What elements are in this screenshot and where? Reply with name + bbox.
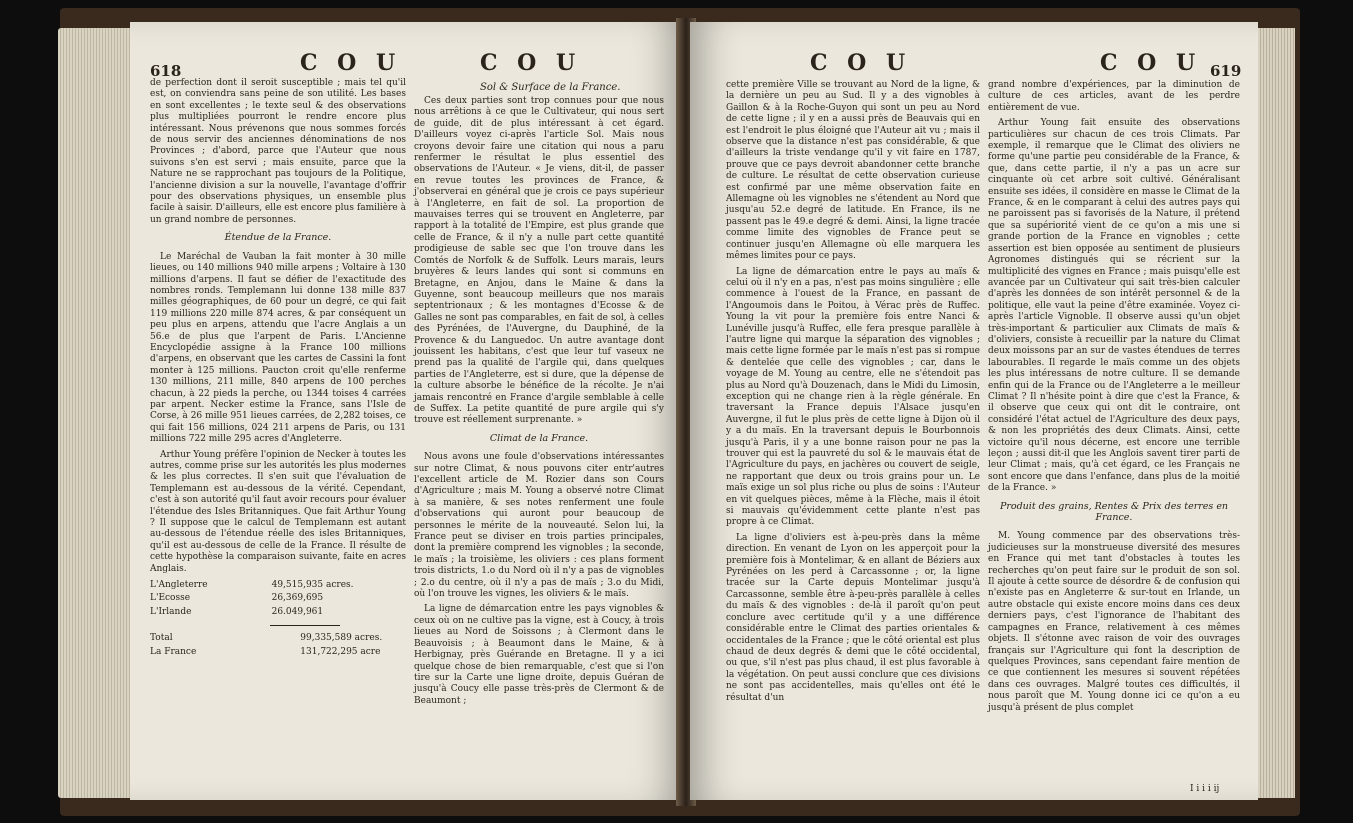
- right-page: [690, 22, 1258, 800]
- running-head-col2: C O U: [1100, 50, 1202, 76]
- paragraph: grand nombre d'expériences, par la diminution de culture de ces articles, avant de les perdre entièrement de vue.: [988, 80, 1240, 113]
- section-heading: Étendue de la France.: [224, 232, 332, 244]
- france-value: 131,722,295 acre: [300, 646, 381, 657]
- table-cell: L'Irlande: [150, 606, 192, 617]
- left-column-1: [150, 78, 406, 659]
- total-value: 99,335,589 acres.: [300, 633, 383, 644]
- total-table: [150, 632, 386, 659]
- france-label: La France: [150, 646, 197, 657]
- table-row: [150, 606, 358, 619]
- left-column-2: [414, 96, 664, 711]
- table-cell: 26.049,961: [271, 606, 324, 617]
- paragraph: M. Young commence par des observations très-judicieuses sur la monstrueuse diversité des mesures en France qui met tant d'obstacles à toutes les recherches qu'on peut faire sur le produit de son sol. Il ajoute à cette source de désordre & de confusion qui n'existe pas en Angleterre & sur-tout en Irlande, un autre obstacle qui existe encore moins dans ces deux derniers pays, c'est l'ignorance de l'habitant des campagnes en France, relativement à ces mêmes objets. Il s'étonne avec raison de voir des ouvrages français sur l'Agriculture qui font la description de quelques Provinces, sans cependant faire mention de ce que contiennent les mesures si souvent répétées dans ces ouvrages. Malgré toutes ces difficultés, il nous paroît que M. Young donne ici ce qu'on a eu jusqu'à présent de plus complet: [988, 531, 1240, 713]
- paragraph: La ligne d'oliviers est à-peu-près dans la même direction. En venant de Lyon on les apperçoit pour la première fois à Montelimar, & en allant de Béziers aux Pyrénées on les perd à Carcassonne ; or, la ligne tracée sur la Carte depuis Montelimar jusqu'à Carcassonne, semble être à-peu-près parallèle à celles du maïs & des vignobles : de-là il paroît qu'on peut conclure avec certitude qu'il y a une différence considérable entre le Climat des parties orientales & occidentales de la France ; que le côté oriental est plus chaud de deux degrés & demi que le côté occidental, ou que, s'il n'est pas plus chaud, il est plus favorable à la végétation. On peut aussi conclure que ces divisions ne sont pas accidentelles, mais qu'elles ont été le résultat d'un: [726, 532, 980, 703]
- section-heading: Produit des grains, Rentes & Prix des terres en France.: [999, 500, 1229, 524]
- right-column-1: [726, 80, 980, 708]
- paragraph: de perfection dont il seroit susceptible ; mais tel qu'il est, on conviendra sans peine de son utilité. Les bases en sont excellentes ; le texte seul & des observations plus multipliées pourront le rendre encore plus intéressant. Nous prévenons que nous sommes forcés de nous servir des anciennes dénominations de nos Provinces ; d'abord, parce que l'Auteur que nous suivons s'en est servi ; mais ensuite, parce que la Nature ne se rapprochant pas toujours de la Politique, l'ancienne division a sur la nouvelle, l'avantage d'offrir pour des observations physiques, un ensemble plus facile à saisir. D'ailleurs, elle est encore plus familière à un grand nombre de personnes.: [150, 78, 406, 225]
- table-cell: 26,369,695: [271, 593, 324, 604]
- section-heading: Climat de la France.: [489, 432, 589, 444]
- total-label: Total: [150, 633, 173, 644]
- left-page: [130, 22, 682, 800]
- table-row: [150, 579, 358, 592]
- paragraph: cette première Ville se trouvant au Nord de la ligne, & la dernière un peu au Sud. Il y a des vignobles à Gaillon & à la Roche-Guyon qui sont un peu au Nord de cette ligne ; il y en a aussi près de Beauvais qui en est l'endroit le plus éloigné que l'Auteur ait vu ; mais il observe que la distance n'est pas considérable, & que d'ailleurs la triste vendange qu'il y vit faire en 1787, prouve que ce pays devroit abandonner cette branche de culture. Le résultat de cette observation curieuse est confirmé par une même observation faite en Allemagne où les vignobles ne s'étendent au Nord que jusqu'au 52.e degré de latitude. En France, ils ne passent pas le 49.e degré & demi. Ainsi, la ligne tracée comme limite des vignobles de France peut se continuer jusqu'en Allemagne où elle marquera les mêmes limites pour ce pays.: [726, 80, 980, 262]
- page-number: 618: [150, 62, 182, 80]
- sum-rule: [270, 625, 340, 626]
- running-head: C O U: [300, 50, 402, 76]
- table-cell: L'Angleterre: [150, 580, 208, 591]
- running-head: C O U: [810, 50, 912, 76]
- running-head-col2: C O U: [480, 50, 582, 76]
- paragraph: Nous avons une foule d'observations intéressantes sur notre Climat, & nous pouvons citer entr'autres l'excellent article de M. Rozier dans son Cours d'Agriculture ; mais M. Young a observé notre Climat à sa manière, & ses notes renferment une foule d'observations qui auront pour beaucoup de personnes le mérite de la nouveauté. Selon lui, la France peut se diviser en trois parties principales, dont la première comprend les vignobles ; la seconde, le maïs ; la troisième, les oliviers : ces plans forment trois districts, 1.o du Nord où il n'y a pas de vignobles ; 2.o du centre, où il n'y a pas de maïs ; 3.o du Midi, où l'on trouve les vignes, les oliviers & le maïs.: [414, 452, 664, 600]
- paragraph: Le Maréchal de Vauban la fait monter à 30 mille lieues, ou 140 millions 940 mille arpens ; Voltaire à 130 millions d'arpens. Il faut se défier de l'exactitude des nombres ronds. Templemann lui donne 138 mille 837 milles géographiques, de 60 pour un degré, ce qui fait 119 millions 220 mille 874 acres, & par conséquent un peu plus en arpens, attendu que l'acre Anglais a un 56.e de plus que l'arpent de Paris. L'Ancienne Encyclopédie assigne à la France 100 millions d'arpens, en observant que les cartes de Cassini la font monter à 125 millions. Paucton croit qu'elle renferme 130 millions, 211 mille, 840 arpens de 100 perches chacun, à 22 pieds la perche, ou 1344 toises 4 carrées par arpent. Necker estime la France, sans l'Isle de Corse, à 26 mille 951 lieues carrées, de 2,282 toises, ce qui fait 156 millions, 024 211 arpens de Paris, ou 131 millions 722 mille 295 acres d'Angleterre.: [150, 251, 406, 445]
- col2-subtitle: Sol & Surface de la France.: [480, 82, 621, 93]
- table-cell: L'Ecosse: [150, 593, 191, 604]
- page-edges-left: [58, 28, 134, 798]
- page-edges-right: [1255, 28, 1295, 798]
- paragraph: La ligne de démarcation entre le pays au maïs & celui où il n'y en a pas, n'est pas moins singulière ; elle commence à l'ouest de la France, en passant de l'Angoumois dans le Poitou, à Vérac près de Ruffec. Young la vit pour la première fois entre Nanci & Lunéville jusqu'à Ruffec, elle fera presque parallèle à l'autre ligne qui marque la séparation des vignobles ; mais cette ligne formée par le maïs n'est pas si rompue & dentelée que celle des vignobles ; car, dans le voyage de M. Young au centre, elle ne s'étendoit pas plus au Nord qu'à Douzenach, dans le Midi du Limosin, exception qui ne change rien à la règle générale. En traversant la France depuis l'Alsace jusqu'en Auvergne, il fut le plus près de cette ligne à Dijon où il y a du maïs. En la traversant depuis le Bourbonnois jusqu'à Paris, il y a une bonne raison pour ne pas la trouver qui est la pauvreté du sol & le mauvais état de l'Agriculture du pays, en jachères ou couvert de seigle, ne rapportant que deux ou trois grains pour un. Le maïs exige un sol plus riche ou plus de soins : l'Auteur en vit quelques pièces, même à la Flèche, mais il étoit si mauvais qu'évidemment cette plante n'est pas propre à ce Climat.: [726, 266, 980, 528]
- table-row: [150, 646, 386, 659]
- table-row: [150, 632, 386, 645]
- signature-mark: I i i i ij: [1190, 784, 1220, 794]
- table-cell: 49,515,935 acres.: [271, 580, 354, 591]
- paragraph: Ces deux parties sont trop connues pour que nous nous arrêtions à ce que le Cultivateur, qui nous sert de guide, dit de plus intéressant à cet égard. D'ailleurs voyez ci-après l'article Sol. Mais nous croyons devoir faire une citation qui nous a paru renfermer le résultat le plus essentiel des observations de l'Auteur. « Je viens, dit-il, de passer en revue toutes les provinces de France, & j'observerai en général que je crois ce pays supérieur à l'Angleterre, en fait de sol. La proportion de mauvaises terres qui se trouvent en Angleterre, par rapport à la totalité de l'Empire, est plus grande que celle de France, & il n'y a nulle part cette quantité prodigieuse de sable sec que l'on trouve dans les Comtés de Norfolk & de Suffolk. Leurs marais, leurs bruyères & leurs landes qui sont si communs en Bretagne, en Anjou, dans le Maine & dans la Guyenne, sont beaucoup meilleurs que nos marais septentrionaux ; & les montagnes d'Ecosse & de Galles ne sont pas comparables, en fait de sol, à celles des Pyrénées, de l'Auvergne, du Dauphiné, de la Provence & du Languedoc. Un autre avantage dont jouissent les habitans, c'est que leur tuf vaseux ne prend pas la qualité de l'argile qui, dans quelques parties de l'Angleterre, est si dure, que la dépense de la culture absorbe le bénéfice de la récolte. Je n'ai jamais rencontré en France d'argile semblable à celle de Suffex. La petite quantité de pure argile qui s'y trouve est réellement surprenante. »: [414, 96, 664, 426]
- paragraph: La ligne de démarcation entre les pays vignobles & ceux où on ne cultive pas la vigne, est à Coucy, à trois lieues au Nord de Soissons ; à Clermont dans le Beauvoisis ; à Beaumont dans le Maine, & à Herbignay, près Guérande en Bretagne. Il y a ici quelque chose de bien remarquable, c'est que si l'on tire sur la Carte une ligne droite, depuis Guéran de jusqu'à Coucy elle passe très-près de Clermont & de Beaumont ;: [414, 604, 664, 706]
- table-row: [150, 592, 358, 605]
- right-column-2: [988, 80, 1240, 718]
- paragraph: Arthur Young fait ensuite des observations particulières sur chacun de ces trois Climats. Par exemple, il remarque que le Climat des oliviers ne forme qu'une partie peu considérable de la France, & que, dans cette partie, il n'y a pas un acre sur cinquante où cet arbre soit cultivé. Généralisant ensuite ses idées, il considère en masse le Climat de la France, & en le comparant à celui des autres pays qui ne paroissent pas si favorisés de la Nature, il prétend que sa supériorité vient de ce qu'on a mis une si grande portion de la France en vignobles ; cette assertion est bien opposée au sentiment de plusieurs Agronomes distingués qui se récrient sur la multiplicité des vignes en France ; mais puisqu'elle est avancée par un Cultivateur qui sait très-bien calculer d'après les données de son intérêt personnel & de la politique, elle vaut la peine d'être examinée. Voyez ci-après l'article Vignoble. Il observe aussi qu'un objet très-important & particulier aux Climats de maïs & d'oliviers, consiste à recueillir par la nature du Climat deux moissons par an sur de vastes étendues de terres labourables. Il regarde le maïs comme un des objets les plus intéressans de notre culture. Il se demande enfin qui de la France ou de l'Angleterre a le meilleur Climat ? Il n'hésite point à dire que c'est la France, & il observe que ceux qui ont dit le contraire, ont considéré l'état actuel de l'Agriculture des deux pays, & non les propriétés des deux Climats. Ainsi, cette victoire qu'il nous décerne, est encore une terrible leçon ; aussi dit-il que les Anglois savent tirer parti de leur Climat ; mais, qu'à cet égard, ce les Français ne sont encore que dans l'enfance, dans plus de la moitié de la France. »: [988, 118, 1240, 494]
- acres-table: [150, 579, 358, 619]
- page-number: 619: [1210, 62, 1242, 80]
- paragraph: Arthur Young préfère l'opinion de Necker à toutes les autres, comme prise sur les autorités les plus modernes & les plus correctes. Il s'en suit que l'évaluation de Templemann est au-dessous de la vérité. Cependant, c'est à son autorité qu'il faut avoir recours pour évaluer l'étendue des Isles Britanniques. Que fait Arthur Young ? Il suppose que le calcul de Templemann est autant au-dessous de l'étendue réelle des isles Britanniques, qu'il est au-dessous de celle de la France. Il résulte de cette hypothèse la comparaison suivante, faite en acres Anglais.: [150, 449, 406, 574]
